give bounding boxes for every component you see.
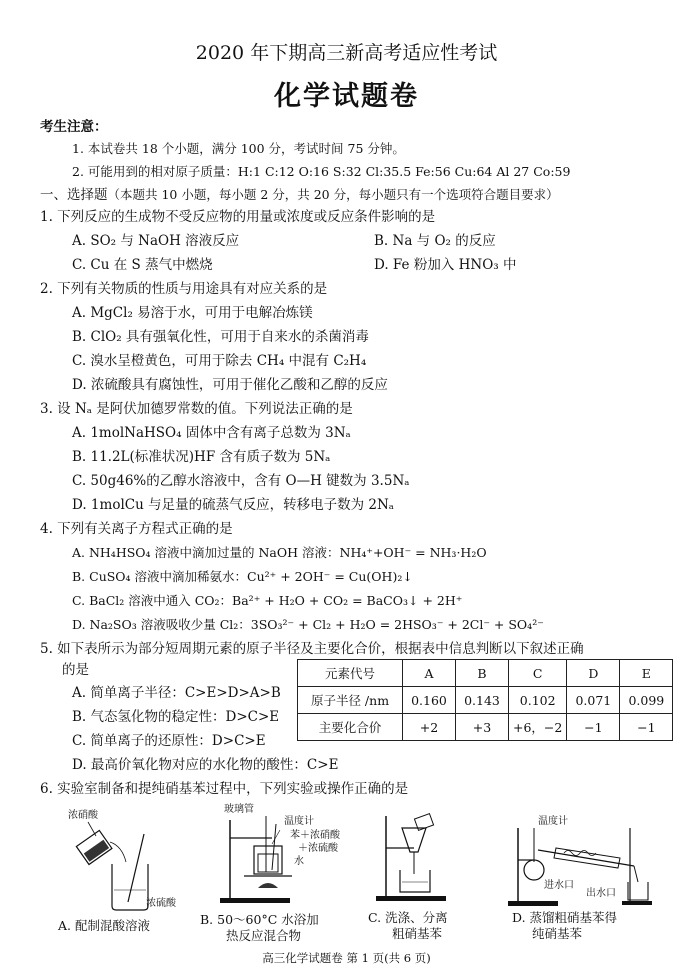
fig-b-label-thermometer: 温度计 — [284, 816, 314, 827]
table-cell: D — [567, 660, 620, 687]
q4-option-b: B. CuSO₄ 溶液中滴加稀氨水：Cu²⁺ + 2OH⁻ = Cu(OH)₂↓ — [72, 569, 413, 584]
q4-option-a: A. NH₄HSO₄ 溶液中滴加过量的 NaOH 溶液：NH₄⁺+OH⁻ = NH₃·H₂O — [72, 545, 487, 560]
q1-option-c: C. Cu 在 S 蒸气中燃烧 — [72, 257, 213, 273]
q5-option-c: C. 简单离子的还原性：D>C>E — [72, 733, 266, 749]
table-cell: 原子半径 /nm — [298, 687, 403, 714]
fig-d-caption-2: 纯硝基苯 — [532, 926, 583, 941]
notes-heading: 考生注意： — [40, 119, 108, 135]
table-cell: −1 — [620, 714, 673, 741]
table-cell: E — [620, 660, 673, 687]
table-cell: 主要化合价 — [298, 714, 403, 741]
fig-c-caption-1: C. 洗涤、分离 — [368, 910, 448, 925]
section-title: 一、选择题 — [40, 187, 108, 203]
q4-stem: 4. 下列有关离子方程式正确的是 — [40, 521, 233, 537]
q2-option-c: C. 溴水呈橙黄色，可用于除去 CH₄ 中混有 C₂H₄ — [72, 353, 367, 369]
figure-c-separation — [372, 808, 452, 908]
table-row — [298, 660, 673, 687]
note-2: 2. 可能用到的相对原子质量：H:1 C:12 O:16 S:32 Cl:35.5 Fe:56 Cu:64 Al 27 Co:59 — [72, 164, 571, 179]
table-cell: C — [509, 660, 567, 687]
fig-a-label-sulfuric: 浓硫酸 — [146, 898, 176, 909]
q1-option-a: A. SO₂ 与 NaOH 溶液反应 — [72, 233, 240, 249]
fig-b-label-tube: 玻璃管 — [224, 804, 254, 815]
paper-title: 化学试题卷 — [274, 81, 419, 112]
section-heading — [40, 186, 559, 204]
q4-option-c: C. BaCl₂ 溶液中通入 CO₂：Ba²⁺ + H₂O + CO₂ = BaCO₃↓ + 2H⁺ — [72, 593, 463, 608]
fig-b-label-mix1: 苯＋浓硝酸 — [290, 830, 340, 841]
q5-option-d: D. 最高价氧化物对应的水化物的酸性：C>E — [72, 757, 339, 773]
fig-d-label-water-in: 进水口 — [544, 880, 574, 891]
figure-a-mixing — [66, 806, 186, 918]
q5-option-a: A. 简单离子半径：C>E>D>A>B — [72, 685, 281, 701]
table-cell: 0.071 — [567, 687, 620, 714]
table-cell: 0.160 — [403, 687, 456, 714]
q5-option-b: B. 气态氢化物的稳定性：D>C>E — [72, 709, 280, 725]
fig-a-label-nitric: 浓硝酸 — [68, 810, 98, 821]
q1-option-d: D. Fe 粉加入 HNO₃ 中 — [374, 257, 517, 273]
fig-c-caption-2: 粗硝基苯 — [392, 926, 443, 941]
element-table — [297, 659, 673, 741]
q2-option-a: A. MgCl₂ 易溶于水，可用于电解冶炼镁 — [72, 305, 313, 321]
fig-a-caption: A. 配制混酸溶液 — [58, 918, 150, 933]
figure-d-distillation — [504, 808, 654, 908]
q3-option-c: C. 50g46%的乙醇水溶液中，含有 O—H 键数为 3.5Nₐ — [72, 473, 410, 489]
q4-option-d: D. Na₂SO₃ 溶液吸收少量 Cl₂：3SO₃²⁻ + Cl₂ + H₂O = 2HSO₃⁻ + 2Cl⁻ + SO₄²⁻ — [72, 617, 544, 632]
table-cell: B — [456, 660, 509, 687]
q3-option-b: B. 11.2L(标准状况)HF 含有质子数为 5Nₐ — [72, 449, 331, 465]
figure-b-water-bath — [214, 800, 364, 910]
fig-b-label-water: 水 — [294, 856, 304, 867]
table-cell: +6，−2 — [509, 714, 567, 741]
table-cell: +2 — [403, 714, 456, 741]
note-1: 1. 本试卷共 18 个小题，满分 100 分，考试时间 75 分钟。 — [72, 141, 405, 156]
table-cell: +3 — [456, 714, 509, 741]
table-cell: A — [403, 660, 456, 687]
q3-option-a: A. 1molNaHSO₄ 固体中含有离子总数为 3Nₐ — [72, 425, 351, 441]
q1-stem: 1. 下列反应的生成物不受反应物的用量或浓度或反应条件影响的是 — [40, 209, 436, 225]
q6-stem: 6. 实验室制备和提纯硝基苯过程中，下列实验或操作正确的是 — [40, 781, 409, 797]
table-cell: 0.099 — [620, 687, 673, 714]
table-row — [298, 714, 673, 741]
exam-title: 2020 年下期高三新高考适应性考试 — [195, 42, 498, 64]
fig-b-caption-1: B. 50～60°C 水浴加 — [200, 912, 319, 927]
fig-b-caption-2: 热反应混合物 — [226, 928, 302, 943]
q3-option-d: D. 1molCu 与足量的硫蒸气反应，转移电子数为 2Nₐ — [72, 497, 394, 513]
q5-stem-cont: 的是 — [62, 662, 89, 678]
fig-d-caption-1: D. 蒸馏粗硝基苯得 — [512, 910, 618, 925]
q1-option-b: B. Na 与 O₂ 的反应 — [374, 233, 496, 249]
fig-d-label-water-out: 出水口 — [586, 888, 616, 899]
section-desc: （本题共 10 小题，每小题 2 分，共 20 分，每小题只有一个选项符合题目要求） — [107, 187, 559, 202]
q2-stem: 2. 下列有关物质的性质与用途具有对应关系的是 — [40, 281, 328, 297]
page-footer: 高三化学试题卷 第 1 页(共 6 页) — [262, 951, 431, 965]
table-cell: 元素代号 — [298, 660, 403, 687]
table-cell: 0.102 — [509, 687, 567, 714]
q2-option-b: B. ClO₂ 具有强氧化性，可用于自来水的杀菌消毒 — [72, 329, 369, 345]
fig-d-label-thermometer: 温度计 — [538, 816, 568, 827]
q5-stem: 5. 如下表所示为部分短周期元素的原子半径及主要化合价，根据表中信息判断以下叙述正确 — [40, 641, 584, 657]
table-cell: 0.143 — [456, 687, 509, 714]
q3-stem: 3. 设 Nₐ 是阿伏加德罗常数的值。下列说法正确的是 — [40, 401, 353, 417]
table-cell: −1 — [567, 714, 620, 741]
table-row — [298, 687, 673, 714]
q2-option-d: D. 浓硫酸具有腐蚀性，可用于催化乙酸和乙醇的反应 — [72, 377, 388, 393]
fig-b-label-mix2: ＋浓硫酸 — [298, 843, 338, 854]
